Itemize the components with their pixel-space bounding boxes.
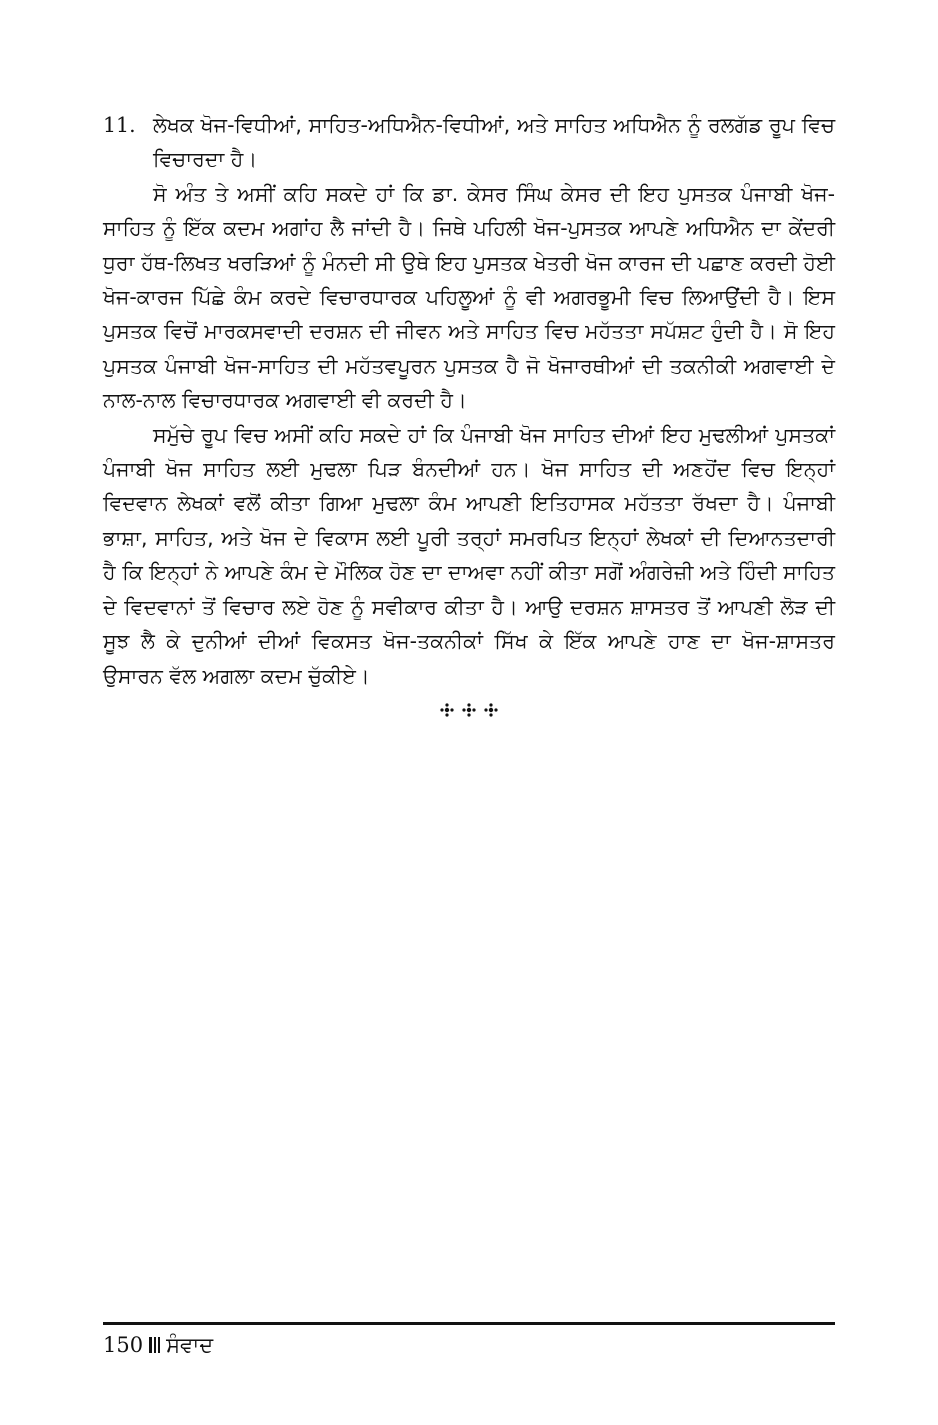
- footer: [103, 1330, 213, 1360]
- paragraph: ਸੋ ਅੰਤ ਤੇ ਅਸੀਂ ਕਹਿ ਸਕਦੇ ਹਾਂ ਕਿ ਡਾ. ਕੇਸਰ ਸਿੰਘ ਕੇਸਰ ਦੀ ਇਹ ਪੁਸਤਕ ਪੰਜਾਬੀ ਖੋਜ-ਸਾਹਿਤ ਨੂੰ ਇੱਕ ਕਦਮ ਅਗਾਂਹ ਲੈ ਜਾਂਦੀ ਹੈ। ਜਿਥੇ ਪਹਿਲੀ ਖੋਜ-ਪੁਸਤਕ ਆਪਣੇ ਅਧਿਐਨ ਦਾ ਕੇਂਦਰੀ ਧੁਰਾ ਹੱਥ-ਲਿਖਤ ਖਰੜਿਆਂ ਨੂੰ ਮੰਨਦੀ ਸੀ ਉਥੇ ਇਹ ਪੁਸਤਕ ਖੇਤਰੀ ਖੋਜ ਕਾਰਜ ਦੀ ਪਛਾਣ ਕਰਦੀ ਹੋਈ ਖੋਜ-ਕਾਰਜ ਪਿੱਛੇ ਕੰਮ ਕਰਦੇ ਵਿਚਾਰਧਾਰਕ ਪਹਿਲੂਆਂ ਨੂੰ ਵੀ ਅਗਰਭੂਮੀ ਵਿਚ ਲਿਆਉਂਦੀ ਹੈ। ਇਸ ਪੁਸਤਕ ਵਿਚੋਂ ਮਾਰਕਸਵਾਦੀ ਦਰਸ਼ਨ ਦੀ ਜੀਵਨ ਅਤੇ ਸਾਹਿਤ ਵਿਚ ਮਹੱਤਤਾ ਸਪੱਸ਼ਟ ਹੁੰਦੀ ਹੈ। ਸੋ ਇਹ ਪੁਸਤਕ ਪੰਜਾਬੀ ਖੋਜ-ਸਾਹਿਤ ਦੀ ਮਹੱਤਵਪੂਰਨ ਪੁਸਤਕ ਹੈ ਜੋ ਖੋਜਾਰਥੀਆਂ ਦੀ ਤਕਨੀਕੀ ਅਗਵਾਈ ਦੇ ਨਾਲ-ਨਾਲ ਵਿਚਾਰਧਾਰਕ ਅਗਵਾਈ ਵੀ ਕਰਦੀ ਹੈ।: [103, 181, 835, 413]
- ornament-icon: [437, 700, 501, 720]
- list-item: [103, 108, 835, 177]
- paragraph: ਸਮੁੱਚੇ ਰੂਪ ਵਿਚ ਅਸੀਂ ਕਹਿ ਸਕਦੇ ਹਾਂ ਕਿ ਪੰਜਾਬੀ ਖੋਜ ਸਾਹਿਤ ਦੀਆਂ ਇਹ ਮੁਢਲੀਆਂ ਪੁਸਤਕਾਂ ਪੰਜਾਬੀ ਖੋਜ ਸਾਹਿਤ ਲਈ ਮੁਢਲਾ ਪਿੜ ਬੰਨਦੀਆਂ ਹਨ। ਖੋਜ ਸਾਹਿਤ ਦੀ ਅਣਹੋਂਦ ਵਿਚ ਇਨ੍ਹਾਂ ਵਿਦਵਾਨ ਲੇਖਕਾਂ ਵਲੋਂ ਕੀਤਾ ਗਿਆ ਮੁਢਲਾ ਕੰਮ ਆਪਣੀ ਇਤਿਹਾਸਕ ਮਹੱਤਤਾ ਰੱਖਦਾ ਹੈ। ਪੰਜਾਬੀ ਭਾਸ਼ਾ, ਸਾਹਿਤ, ਅਤੇ ਖੋਜ ਦੇ ਵਿਕਾਸ ਲਈ ਪੂਰੀ ਤਰ੍ਹਾਂ ਸਮਰਪਿਤ ਇਨ੍ਹਾਂ ਲੇਖਕਾਂ ਦੀ ਦਿਆਨਤਦਾਰੀ ਹੈ ਕਿ ਇਨ੍ਹਾਂ ਨੇ ਆਪਣੇ ਕੰਮ ਦੇ ਮੌਲਿਕ ਹੋਣ ਦਾ ਦਾਅਵਾ ਨਹੀਂ ਕੀਤਾ ਸਗੋਂ ਅੰਗਰੇਜ਼ੀ ਅਤੇ ਹਿੰਦੀ ਸਾਹਿਤ ਦੇ ਵਿਦਵਾਨਾਂ ਤੋਂ ਵਿਚਾਰ ਲਏ ਹੋਣ ਨੂੰ ਸਵੀਕਾਰ ਕੀਤਾ ਹੈ। ਆਉ ਦਰਸ਼ਨ ਸ਼ਾਸਤਰ ਤੋਂ ਆਪਣੀ ਲੋੜ ਦੀ ਸੂਝ ਲੈ ਕੇ ਦੁਨੀਆਂ ਦੀਆਂ ਵਿਕਸਤ ਖੋਜ-ਤਕਨੀਕਾਂ ਸਿੱਖ ਕੇ ਇੱਕ ਆਪਣੇ ਹਾਣ ਦਾ ਖੋਜ-ਸ਼ਾਸਤਰ ਉਸਾਰਨ ਵੱਲ ਅਗਲਾ ਕਦਮ ਚੁੱਕੀਏ।: [103, 422, 835, 688]
- list-item-number: 11.: [103, 113, 136, 137]
- list-item-text: ਲੇਖਕ ਖੋਜ-ਵਿਧੀਆਂ, ਸਾਹਿਤ-ਅਧਿਐਨ-ਵਿਧੀਆਂ, ਅਤੇ ਸਾਹਿਤ ਅਧਿਐਨ ਨੂੰ ਰਲਗੱਡ ਰੂਪ ਵਿਚ ਵਿਚਾਰਦਾ ਹੈ।: [153, 113, 835, 172]
- body-text: [103, 108, 835, 693]
- footer-rule: [103, 1322, 835, 1325]
- footer-bars-icon: [149, 1337, 160, 1353]
- page-number: 150: [103, 1333, 144, 1357]
- section-title: ਸੰਵਾਦ: [166, 1332, 214, 1357]
- section-end-ornament: [0, 700, 938, 726]
